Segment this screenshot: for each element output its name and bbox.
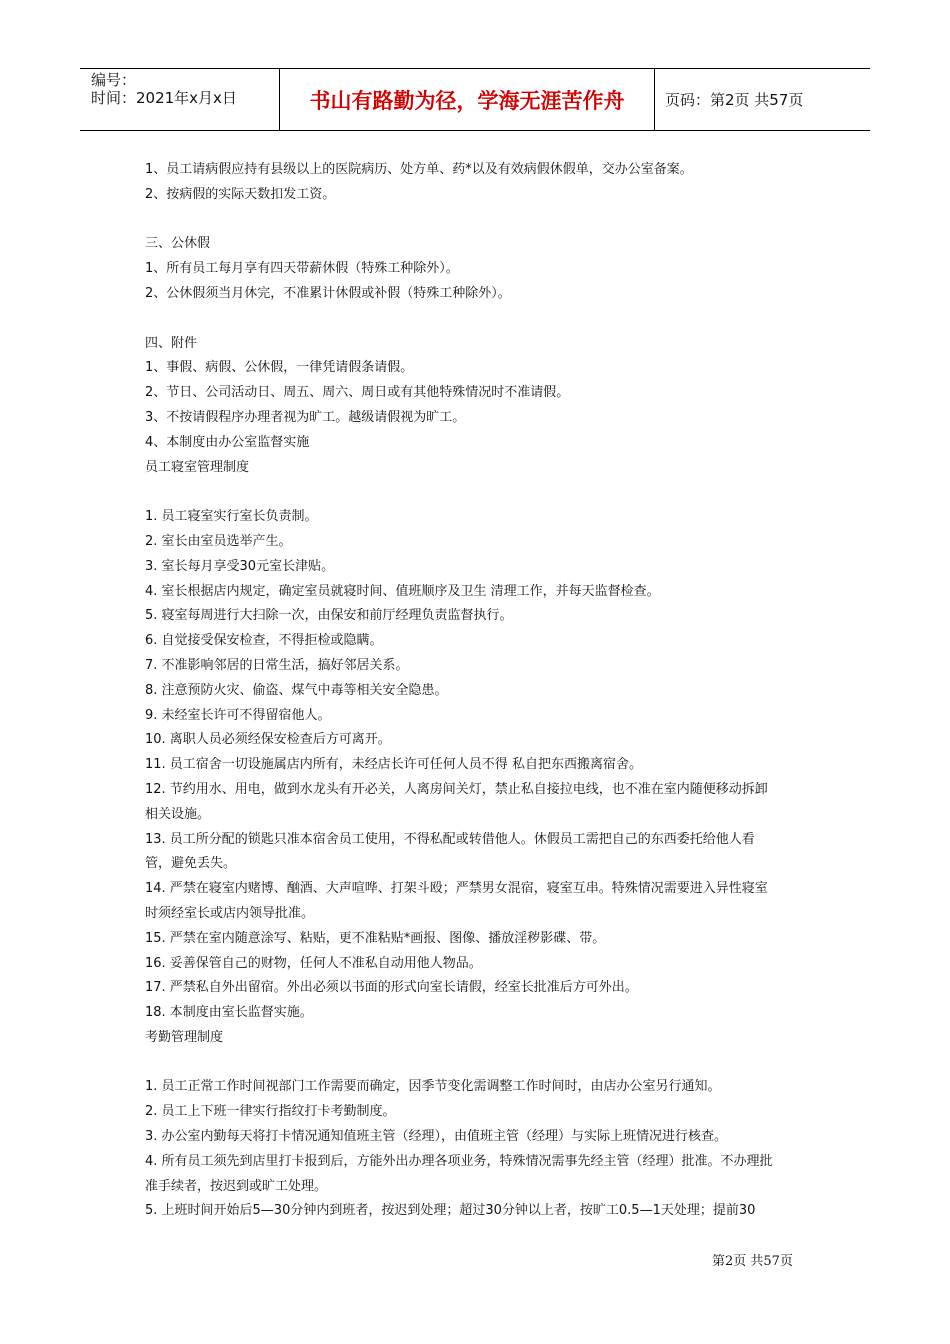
- body-line: 2. 员工上下班一律实行指纹打卡考勤制度。: [145, 1104, 396, 1120]
- body-line: 1. 员工正常工作时间视部门工作需要而确定，因季节变化需调整工作时间时，由店办公室另行通知。: [145, 1079, 721, 1095]
- document-body: [145, 158, 815, 1224]
- body-line: 13. 员工所分配的锁匙只准本宿舍员工使用，不得私配或转借他人。休假员工需把自己的东西委托给他人看: [145, 831, 755, 847]
- blank-line: [145, 480, 815, 505]
- body-line: 2、按病假的实际天数扣发工资。: [145, 186, 336, 202]
- blank-line: [145, 1051, 815, 1076]
- body-line: 考勤管理制度: [145, 1029, 224, 1045]
- body-line: 员工寝室管理制度: [145, 459, 250, 475]
- page-footer: 第2页 共57页: [712, 1254, 793, 1269]
- header-meta: [80, 69, 280, 130]
- body-line: 12. 节约用水、用电，做到水龙头有开必关，人离房间关灯，禁止私自接拉电线，也不准在室内随便移动拆卸: [145, 781, 768, 797]
- body-line: 18. 本制度由室长监督实施。: [145, 1005, 313, 1021]
- body-line: 三、公休假: [145, 236, 211, 252]
- body-line: 4、本制度由办公室监督实施: [145, 434, 310, 450]
- body-line: 1. 员工寝室实行室长负责制。: [145, 509, 318, 525]
- body-line: 11. 员工宿舍一切设施属店内所有，未经店长许可任何人员不得 私自把东西搬离宿舍。: [145, 757, 642, 773]
- body-line: 17. 严禁私自外出留宿。外出必须以书面的形式向室长请假，经室长批准后方可外出。: [145, 980, 638, 996]
- body-line: 准手续者，按迟到或旷工处理。: [145, 1178, 328, 1194]
- body-line: 7. 不准影响邻居的日常生活，搞好邻居关系。: [145, 657, 409, 673]
- page-header: [80, 68, 870, 131]
- body-line: 3、不按请假程序办理者视为旷工。越级请假视为旷工。: [145, 409, 466, 425]
- blank-line: [145, 208, 815, 233]
- body-line: 1、员工请病假应持有县级以上的医院病历、处方单、药*以及有效病假休假单，交办公室备案。: [145, 162, 693, 177]
- body-line: 1、事假、病假、公休假，一律凭请假条请假。: [145, 360, 414, 376]
- body-line: 2、公休假须当月休完，不准累计休假或补假（特殊工种除外）。: [145, 285, 511, 301]
- body-line: 10. 离职人员必须经保安检查后方可离开。: [145, 732, 391, 748]
- body-line: 15. 严禁在室内随意涂写、粘贴，更不准粘贴*画报、图像、播放淫秽影碟、带。: [145, 930, 606, 946]
- blank-line: [145, 307, 815, 332]
- body-line: 2、节日、公司活动日、周五、周六、周日或有其他特殊情况时不准请假。: [145, 385, 570, 401]
- header-motto: 书山有路勤为径，学海无涯苦作舟: [280, 69, 655, 130]
- body-line: 4. 所有员工须先到店里打卡报到后，方能外出办理各项业务，特殊情况需事先经主管（经理）批准。不办理批: [145, 1153, 773, 1169]
- body-line: 14. 严禁在寝室内赌博、酗酒、大声喧哗、打架斗殴；严禁男女混宿，寝室互串。特殊情况需要进入异性寝室: [145, 881, 768, 897]
- body-line: 16. 妥善保管自己的财物，任何人不准私自动用他人物品。: [145, 955, 482, 971]
- body-line: 5. 寝室每周进行大扫除一次，由保安和前厅经理负责监督执行。: [145, 608, 513, 624]
- body-line: 1、所有员工每月享有四天带薪休假（特殊工种除外）。: [145, 261, 459, 277]
- time-label: 时间：2021年x月x日: [91, 89, 237, 107]
- body-line: 4. 室长根据店内规定，确定室员就寝时间、值班顺序及卫生 清理工作，并每天监督检查。: [145, 583, 660, 599]
- body-line: 8. 注意预防火灾、偷盗、煤气中毒等相关安全隐患。: [145, 682, 448, 698]
- body-line: 时须经室长或店内领导批准。: [145, 905, 315, 921]
- body-line: 5. 上班时间开始后5—30分钟内到班者，按迟到处理；超过30分钟以上者，按旷工0.5—1天处理；提前30: [145, 1203, 756, 1219]
- body-line: 3. 室长每月享受30元室长津贴。: [145, 558, 335, 574]
- number-label: 编号：: [91, 71, 137, 89]
- body-line: 6. 自觉接受保安检查，不得拒检或隐瞒。: [145, 633, 383, 649]
- body-line: 管，避免丢失。: [145, 856, 237, 872]
- body-line: 9. 未经室长许可不得留宿他人。: [145, 707, 331, 723]
- body-line: 四、附件: [145, 335, 198, 351]
- body-line: 3. 办公室内勤每天将打卡情况通知值班主管（经理），由值班主管（经理）与实际上班情况进行核查。: [145, 1129, 728, 1145]
- header-page-code: 页码：第2页 共57页: [665, 91, 804, 109]
- body-line: 2. 室长由室员选举产生。: [145, 533, 292, 549]
- body-line: 相关设施。: [145, 806, 211, 822]
